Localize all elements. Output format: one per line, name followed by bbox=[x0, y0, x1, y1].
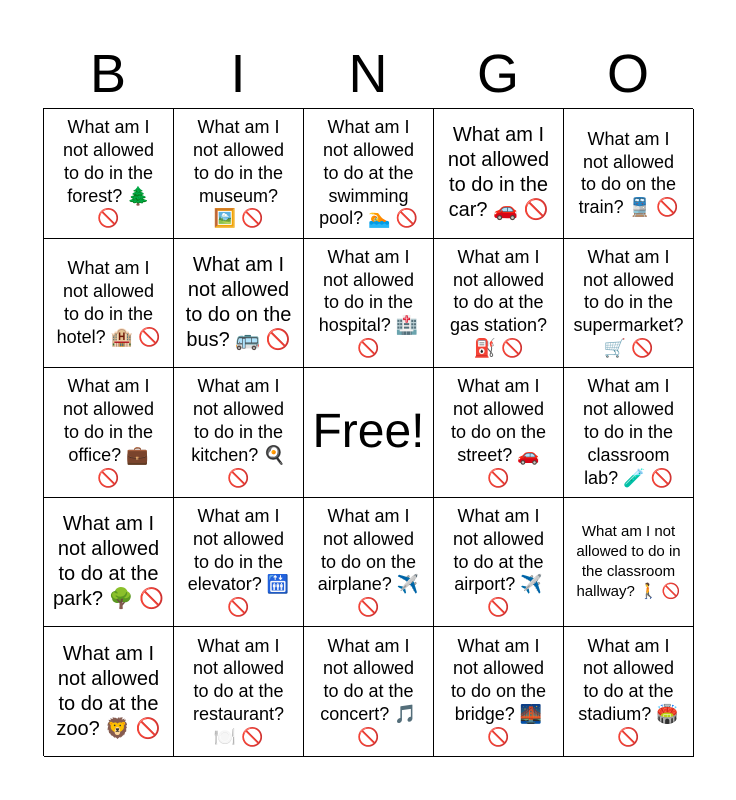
cell-text: What am I not allowed to do at the gas station? ⛽ 🚫 bbox=[449, 246, 548, 359]
bingo-cell[interactable] bbox=[174, 239, 304, 369]
bingo-cell[interactable] bbox=[44, 109, 174, 239]
cell-text: What am I not allowed to do on the bus? 🚌 🚫 bbox=[185, 253, 292, 351]
bingo-cell[interactable] bbox=[44, 498, 174, 628]
bingo-cell[interactable] bbox=[564, 627, 694, 757]
bingo-cell[interactable] bbox=[174, 368, 304, 498]
bingo-cell[interactable] bbox=[174, 627, 304, 757]
header-letter-i: I bbox=[230, 44, 246, 104]
bingo-cell[interactable] bbox=[564, 109, 694, 239]
free-space-text: Free! bbox=[312, 405, 425, 459]
header-letter-o: O bbox=[606, 44, 649, 104]
bingo-cell[interactable] bbox=[44, 627, 174, 757]
bingo-cell[interactable] bbox=[434, 498, 564, 628]
bingo-cell[interactable] bbox=[434, 627, 564, 757]
cell-text: What am I not allowed to do in the forest? 🌲 🚫 bbox=[62, 117, 155, 229]
bingo-cell[interactable] bbox=[434, 368, 564, 498]
bingo-cell[interactable] bbox=[434, 109, 564, 239]
cell-text: What am I not allowed to do in the classroom lab? 🧪 🚫 bbox=[582, 376, 675, 488]
free-space-cell[interactable] bbox=[304, 368, 434, 498]
bingo-cell[interactable] bbox=[564, 239, 694, 369]
cell-text: What am I not allowed to do on the street? 🚗 🚫 bbox=[450, 376, 547, 488]
cell-text: What am I not allowed to do on the airplane? ✈️ 🚫 bbox=[317, 506, 420, 618]
cell-text: What am I not allowed to do in the hotel? 🏨 🚫 bbox=[56, 258, 161, 347]
cell-text: What am I not allowed to do at the airport? ✈️ 🚫 bbox=[452, 506, 545, 618]
cell-text: What am I not allowed to do at the restaurant? 🍽️ 🚫 bbox=[192, 635, 285, 747]
header-letter-g: G bbox=[476, 44, 519, 104]
bingo-cell[interactable] bbox=[304, 627, 434, 757]
bingo-header bbox=[43, 40, 693, 108]
cell-text: What am I not allowed to do at the zoo? 🦁 🚫 bbox=[56, 642, 161, 740]
bingo-cell[interactable] bbox=[304, 109, 434, 239]
header-letter-b: B bbox=[89, 44, 127, 104]
cell-text: What am I not allowed to do in the kitchen? 🍳 🚫 bbox=[191, 376, 286, 488]
cell-text: What am I not allowed to do in the supermarket? 🛒 🚫 bbox=[573, 246, 684, 359]
bingo-cell[interactable] bbox=[564, 498, 694, 628]
cell-text: What am I not allowed to do at the stadium? 🏟️ 🚫 bbox=[578, 635, 679, 747]
bingo-cell[interactable] bbox=[174, 109, 304, 239]
cell-text: What am I not allowed to do in the office? 💼 🚫 bbox=[62, 376, 155, 488]
bingo-cell[interactable] bbox=[304, 239, 434, 369]
cell-text: What am I not allowed to do in the museum? 🖼️ 🚫 bbox=[192, 117, 285, 229]
cell-text: What am I not allowed to do in the classroom hallway? 🚶 🚫 bbox=[576, 523, 681, 601]
bingo-cell[interactable] bbox=[434, 239, 564, 369]
header-letter-n: N bbox=[348, 44, 388, 104]
cell-text: What am I not allowed to do at the concert? 🎵 🚫 bbox=[320, 635, 417, 747]
cell-text: What am I not allowed to do at the swimming pool? 🏊 🚫 bbox=[319, 117, 418, 229]
cell-text: What am I not allowed to do in the car? 🚗 🚫 bbox=[447, 124, 550, 222]
cell-text: What am I not allowed to do in the elevator? 🛗 🚫 bbox=[187, 506, 290, 618]
bingo-cell[interactable] bbox=[304, 498, 434, 628]
bingo-grid bbox=[43, 108, 693, 756]
cell-text: What am I not allowed to do on the bridge? 🌉 🚫 bbox=[450, 635, 547, 747]
bingo-cell[interactable] bbox=[44, 239, 174, 369]
bingo-cell[interactable] bbox=[174, 498, 304, 628]
cell-text: What am I not allowed to do in the hospital? 🏥 🚫 bbox=[318, 246, 419, 359]
bingo-cell[interactable] bbox=[44, 368, 174, 498]
cell-text: What am I not allowed to do on the train? 🚆 🚫 bbox=[578, 128, 679, 218]
bingo-cell[interactable] bbox=[564, 368, 694, 498]
cell-text: What am I not allowed to do at the park? 🌳 🚫 bbox=[53, 513, 164, 611]
